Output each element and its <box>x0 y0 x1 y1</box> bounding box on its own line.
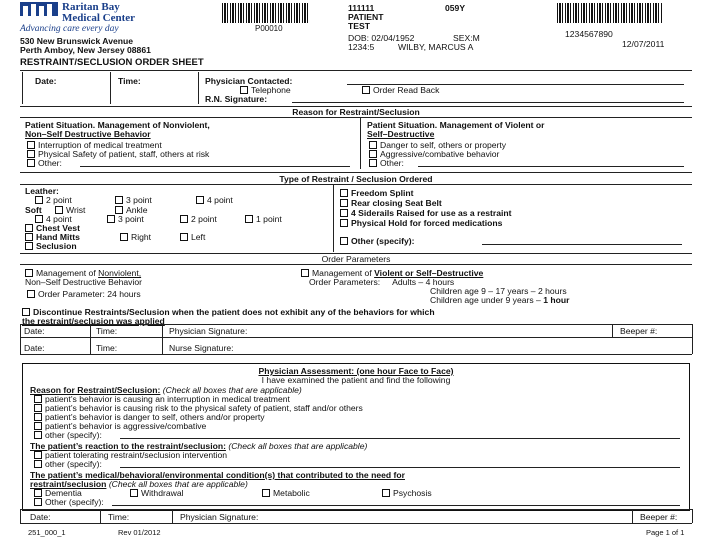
reason-right-other-field[interactable] <box>418 166 684 167</box>
checkbox[interactable] <box>34 395 42 403</box>
checkbox[interactable] <box>180 215 188 223</box>
checkbox[interactable] <box>369 150 377 158</box>
checkbox[interactable] <box>35 196 43 204</box>
checkbox[interactable] <box>34 489 42 497</box>
patient-test: TEST <box>348 21 370 31</box>
checkbox[interactable] <box>25 269 33 277</box>
sign-physician-label: Physician Signature: <box>180 512 259 522</box>
sign-date-label: Date: <box>30 512 51 522</box>
disc-rule-2 <box>20 337 692 338</box>
address-line1: 530 New Brunswick Avenue <box>20 36 134 46</box>
checkbox[interactable] <box>34 422 42 430</box>
assessment-condition-label: The patient’s medical/behavioral/environmental condition(s) that contributed to the need for <box>30 470 405 480</box>
patient-date: 12/07/2011 <box>622 39 665 49</box>
disc-divider-3 <box>162 324 163 354</box>
discontinue-line2: the restraint/seclusion was applied <box>22 316 165 326</box>
condition-psychosis[interactable]: Psychosis <box>382 488 432 498</box>
reason-left-title-2: Non–Self Destructive Behavior <box>25 129 151 139</box>
checkbox[interactable] <box>369 159 377 167</box>
order-read-back-checkbox[interactable] <box>362 86 370 94</box>
checkbox[interactable] <box>34 431 42 439</box>
seat-belt-option[interactable]: Rear closing Seat Belt <box>340 198 442 208</box>
rn-signature-label: R.N. Signature: <box>205 94 268 104</box>
patient-dob: DOB: 02/04/1952 <box>348 33 415 43</box>
order-nonviolent-param[interactable]: Order Parameter: 24 hours <box>27 289 141 299</box>
reason-left-other-field[interactable] <box>80 166 350 167</box>
checkbox[interactable] <box>382 489 390 497</box>
checkbox[interactable] <box>262 489 270 497</box>
sign-time-label: Time: <box>108 512 130 522</box>
telephone-checkbox[interactable] <box>240 86 248 94</box>
disc-divider-5 <box>692 324 693 354</box>
checkbox[interactable] <box>34 498 42 506</box>
checkbox[interactable] <box>340 209 348 217</box>
address-line2: Perth Amboy, New Jersey 08861 <box>20 45 151 55</box>
checkbox[interactable] <box>27 150 35 158</box>
physical-hold-option[interactable]: Physical Hold for forced medications <box>340 218 502 228</box>
checkbox[interactable] <box>35 215 43 223</box>
freedom-splint-option[interactable]: Freedom Splint <box>340 188 414 198</box>
patient-sex: SEX:M <box>453 33 480 43</box>
hospital-logo-icon <box>20 2 58 16</box>
checkbox[interactable] <box>340 237 348 245</box>
soft-wrist[interactable]: Wrist <box>55 205 85 215</box>
checkbox[interactable] <box>115 206 123 214</box>
disc-divider-2 <box>90 324 91 354</box>
patient-mrn: 1234567890 <box>565 29 613 39</box>
reason-right-item-2[interactable]: Aggressive/combative behavior <box>369 149 499 159</box>
checkbox[interactable] <box>27 290 35 298</box>
patient-barcode <box>557 3 662 23</box>
sign-divider-2 <box>100 509 101 523</box>
order-violent-option[interactable]: Management of Violent or Self–Destructive <box>301 268 483 278</box>
disc-time-label-2: Time: <box>96 343 118 353</box>
soft-3-point[interactable]: 3 point <box>107 214 144 224</box>
disc-rule-1 <box>20 324 692 325</box>
assessment-condition-label2: restraint/seclusion (Check all boxes that are applicable) <box>30 479 248 489</box>
reason-right-item-3[interactable]: Other: <box>369 158 404 168</box>
checkbox[interactable] <box>34 451 42 459</box>
type-divider <box>333 184 334 252</box>
assessment-reaction-2[interactable]: other (specify): <box>34 459 102 469</box>
patient-label: PATIENT <box>348 12 384 22</box>
disc-nurse-signature-label: Nurse Signature: <box>169 343 234 353</box>
order-nonviolent-option[interactable]: Management of Nonviolent, <box>25 268 141 278</box>
sign-rule-1 <box>20 509 692 510</box>
leather-3-point[interactable]: 3 point <box>115 195 152 205</box>
checkbox[interactable] <box>27 159 35 167</box>
order-rule-bottom <box>20 264 692 265</box>
disc-rule-3 <box>20 354 692 355</box>
disc-divider-1 <box>20 324 21 354</box>
date-label: Date: <box>35 76 57 86</box>
disc-date-label: Date: <box>24 326 45 336</box>
rn-signature-field[interactable] <box>292 102 684 103</box>
reason-left-item-3[interactable]: Other: <box>27 158 62 168</box>
checkbox[interactable] <box>369 141 377 149</box>
form-barcode <box>222 3 308 23</box>
checkbox[interactable] <box>25 233 33 241</box>
assessment-reason-label: Reason for Restraint/Seclusion: (Check all boxes that are applicable) <box>30 385 302 395</box>
checkbox[interactable] <box>22 308 30 316</box>
checkbox[interactable] <box>196 196 204 204</box>
assessment-reason-4[interactable]: patient’s behavior is aggressive/combative <box>34 421 206 431</box>
order-read-back-option[interactable]: Order Read Back <box>362 85 439 95</box>
mitts-right-option[interactable]: Right <box>120 232 151 242</box>
type-header: Type of Restraint / Seclusion Ordered <box>279 174 433 184</box>
assessment-title: Physician Assessment: (one hour Face to Face) <box>258 366 454 376</box>
telephone-option[interactable]: Telephone <box>240 85 291 95</box>
reason-right-item-1[interactable]: Danger to self, others or property <box>369 140 506 150</box>
mitts-left-option[interactable]: Left <box>180 232 205 242</box>
physician-contacted-label: Physician Contacted: <box>205 76 293 86</box>
condition-metabolic[interactable]: Metabolic <box>262 488 310 498</box>
top-divider-3 <box>198 72 199 104</box>
discontinue-option[interactable]: Discontinue Restraints/Seclusion when the patient does not exhibit any of the behaviors for which <box>22 307 435 317</box>
soft-1-point[interactable]: 1 point <box>245 214 282 224</box>
assessment-reason-2[interactable]: patient’s behavior is causing risk to the physical safety of patient, staff and/or others <box>34 403 363 413</box>
disc-physician-signature-label: Physician Signature: <box>169 326 248 336</box>
order-violent-child: Children age 9 – 17 years – 2 hours <box>430 286 567 296</box>
checkbox[interactable] <box>25 224 33 232</box>
checkbox[interactable] <box>340 189 348 197</box>
sign-beeper-label: Beeper #: <box>640 512 678 522</box>
patient-record: 1234:5 <box>348 42 375 52</box>
condition-other-field[interactable] <box>112 505 680 506</box>
assessment-reason-1[interactable]: patient’s behavior is causing an interruption in medical treatment <box>34 394 290 404</box>
reason-right-title-2: Self–Destructive <box>367 129 435 139</box>
type-rule <box>20 172 692 173</box>
hand-mitts-option[interactable]: Hand Mitts <box>25 232 80 242</box>
disc-beeper-label: Beeper #: <box>620 326 658 336</box>
leather-2-point[interactable]: 2 point <box>35 195 72 205</box>
condition-other[interactable]: Other (specify): <box>34 497 104 507</box>
sign-rule-2 <box>20 523 692 524</box>
assessment-reaction-label: The patient’s reaction to the restraint/seclusion: (Check all boxes that are applicable) <box>30 441 368 451</box>
chest-vest-option[interactable]: Chest Vest <box>25 223 80 233</box>
checkbox[interactable] <box>27 141 35 149</box>
form-code: P00010 <box>255 24 283 33</box>
siderails-option[interactable]: 4 Siderails Raised for use as a restraint <box>340 208 512 218</box>
order-violent-under9: Children age under 9 years – 1 hour <box>430 295 570 305</box>
checkbox[interactable] <box>34 460 42 468</box>
patient-physician: WILBY, MARCUS A <box>398 42 474 52</box>
top-divider-2 <box>110 72 111 104</box>
footer-page: Page 1 of 1 <box>646 528 685 537</box>
checkbox[interactable] <box>55 206 63 214</box>
reason-header: Reason for Restraint/Seclusion <box>292 107 420 117</box>
type-rule-bottom <box>20 184 692 185</box>
assessment-subtitle: I have examined the patient and find the following <box>261 375 451 385</box>
seclusion-option[interactable]: Seclusion <box>25 241 77 251</box>
checkbox[interactable] <box>340 199 348 207</box>
footer-revision: Rev 01/2012 <box>118 528 161 537</box>
time-label: Time: <box>118 76 141 86</box>
leather-4-point[interactable]: 4 point <box>196 195 233 205</box>
checkbox[interactable] <box>25 242 33 250</box>
sign-divider-3 <box>172 509 173 523</box>
soft-ankle[interactable]: Ankle <box>115 205 148 215</box>
type-other-option[interactable]: Other (specify): <box>340 236 415 246</box>
reason-left-item-2[interactable]: Physical Safety of patient, staff, others at risk <box>27 149 209 159</box>
assessment-reaction-other-field[interactable] <box>120 467 680 468</box>
sign-divider-5 <box>692 509 693 523</box>
reason-divider <box>360 117 361 169</box>
leather-label: Leather: <box>25 186 59 196</box>
checkbox[interactable] <box>301 269 309 277</box>
order-violent-params: Order Parameters: Adults – 4 hours <box>309 277 455 287</box>
reason-rule-bottom <box>20 117 692 118</box>
sign-divider-1 <box>20 509 21 523</box>
reason-left-item-1[interactable]: Interruption of medical treatment <box>27 140 162 150</box>
tagline: Advancing care every day <box>20 24 119 34</box>
logo-line1: Raritan Bay <box>62 1 120 13</box>
patient-age: 059Y <box>445 3 466 13</box>
logo-line2: Medical Center <box>62 12 135 24</box>
condition-dementia[interactable]: Dementia <box>34 488 82 498</box>
checkbox[interactable] <box>180 233 188 241</box>
checkbox[interactable] <box>107 215 115 223</box>
checkbox[interactable] <box>34 404 42 412</box>
soft-label: Soft <box>25 205 42 215</box>
checkbox[interactable] <box>245 215 253 223</box>
page-title: RESTRAINT/SECLUSION ORDER SHEET <box>20 57 204 68</box>
condition-withdrawal[interactable]: Withdrawal <box>130 488 184 498</box>
reason-right-title: Patient Situation. Management of Violent or <box>367 120 545 130</box>
checkbox[interactable] <box>120 233 128 241</box>
disc-divider-4 <box>612 324 613 337</box>
sign-divider-4 <box>632 509 633 523</box>
checkbox[interactable] <box>115 196 123 204</box>
checkbox[interactable] <box>130 489 138 497</box>
disc-time-label: Time: <box>96 326 118 336</box>
soft-4-point[interactable]: 4 point <box>35 214 72 224</box>
reason-left-title: Patient Situation. Management of Nonviolent, <box>25 120 210 130</box>
patient-number: 111111 <box>348 3 375 13</box>
top-divider-1 <box>22 72 23 104</box>
order-header: Order Parameters <box>321 254 391 264</box>
checkbox[interactable] <box>340 219 348 227</box>
soft-2-point[interactable]: 2 point <box>180 214 217 224</box>
assessment-reason-5[interactable]: other (specify): <box>34 430 102 440</box>
footer-form-id: 251_000_1 <box>28 528 66 537</box>
type-other-field[interactable] <box>482 244 682 245</box>
disc-date-label-2: Date: <box>24 343 45 353</box>
assessment-reason-other-field[interactable] <box>120 438 680 439</box>
assessment-reason-3[interactable]: patient’s behavior is danger to self, others and/or property <box>34 412 265 422</box>
title-rule <box>20 70 692 71</box>
assessment-reaction-1[interactable]: patient tolerating restraint/seclusion intervention <box>34 450 227 460</box>
order-nonviolent-line2: Non–Self Destructive Behavior <box>25 277 143 287</box>
checkbox[interactable] <box>34 413 42 421</box>
